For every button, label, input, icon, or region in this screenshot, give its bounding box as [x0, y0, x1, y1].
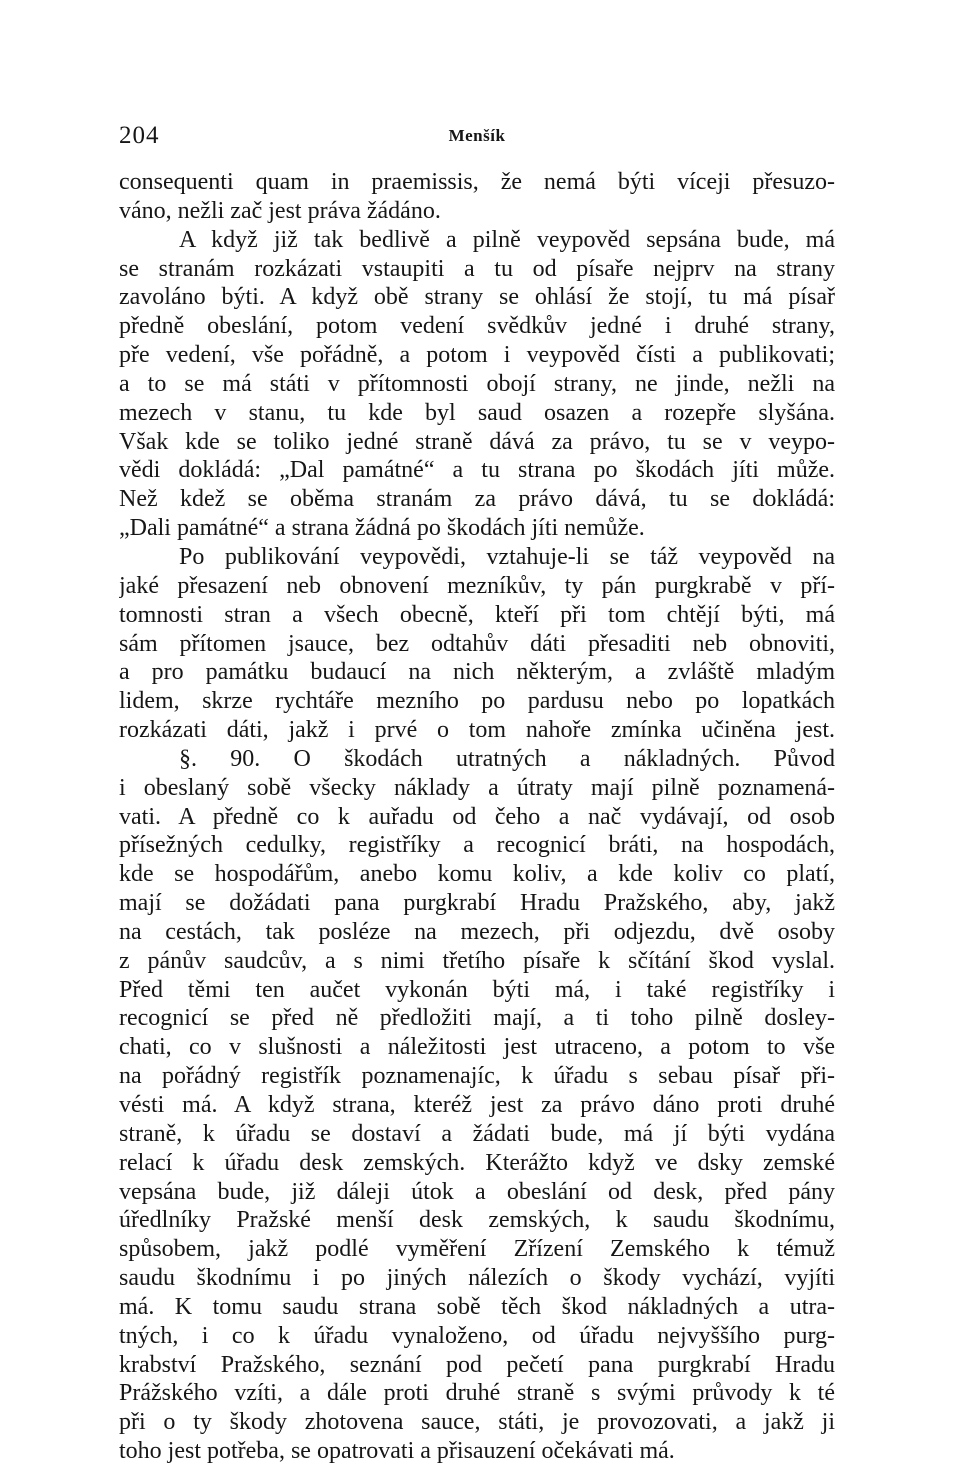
text-line: Po publikování veypovědi, vztahuje-li se táž veypověd na	[179, 543, 835, 570]
text-line: mají se dožádati pana purgkrabí Hradu Pražského, aby, jakž	[119, 890, 835, 917]
text-line: Než kdež se oběma stranám za právo dává, tu se dokládá:	[119, 486, 835, 513]
section-heading-line: §. 90. O škodách utratných a nákladných. Původ	[179, 745, 835, 772]
text-line: „Dali památné“ a strana žádná po škodách jíti nemůže.	[119, 515, 645, 542]
text-line: na cestách, tak posléze na mezech, při odjezdu, dvě osoby	[119, 918, 835, 945]
text-line: Však kde se toliko jedné straně dává za právo, tu se v veypo-	[119, 428, 835, 455]
text-line: sám přítomen jsauce, bez odtahův dáti přesaditi neb obnoviti,	[119, 630, 835, 657]
body-text	[119, 168, 835, 1466]
text-line: mezech v stanu, tu kde byl saud osazen a rozepře slyšána.	[119, 399, 835, 426]
text-line: lidem, skrze rychtáře mezního po pardusu nebo po lopatkách	[119, 688, 835, 715]
text-line: jaké přesazení neb obnovení mezníkův, ty pán purgkrabě v pří-	[119, 572, 835, 599]
text-line: tných, i co k úřadu vynaloženo, od úřadu nejvyššího purg-	[119, 1322, 835, 1349]
text-line: zavoláno býti. A když obě strany se ohlásí že stojí, tu má písař	[119, 284, 835, 311]
text-line: consequenti quam in praemissis, že nemá býti víceji přesuzo-	[119, 169, 835, 195]
text-line: má. K tomu saudu strana sobě těch škod nákladných a utra-	[119, 1293, 835, 1320]
text-line: vepsána bude, již dáleji útok a obeslání od desk, před pány	[119, 1178, 835, 1205]
text-line: Prážského vzíti, a dále proti druhé straně s svými průvody k té	[119, 1380, 835, 1407]
text-line: relací k úřadu desk zemských. Kterážto když ve dsky zemské	[119, 1149, 835, 1176]
text-line: a to se má státi v přítomnosti obojí strany, ne jinde, nežli na	[119, 370, 835, 397]
page-number: 204	[119, 122, 160, 149]
text-line: spůsobem, jakž podlé vyměření Zřízení Zemského k témuž	[119, 1236, 835, 1263]
text-line: A když již tak bedlivě a pilně veypověd sepsána bude, má	[179, 226, 835, 253]
text-line: na pořádný registřík poznamenajíc, k úřadu s sebau písař při-	[119, 1063, 835, 1090]
text-line: pře vedení, vše pořádně, a potom i veypověd čísti a publikovati;	[119, 342, 835, 369]
text-line: kde se hospodářům, anebo komu koliv, a kde koliv co platí,	[119, 861, 835, 888]
text-line: recognicí se před ně předložiti mají, a ti toho pilně dosley-	[119, 1005, 835, 1032]
text-line: vésti má. A když strana, kteréž jest za právo dáno proti druhé	[119, 1092, 835, 1118]
text-line: Před těmi ten aučet vykonán býti má, i také registříky i	[119, 976, 835, 1003]
text-line: krabství Pražského, seznání pod pečetí pana purgkrabí Hradu	[119, 1351, 835, 1378]
text-line: a pro památku budaucí na nich některým, a zvláště mladým	[119, 659, 835, 686]
text-line: vati. A předně co k auřadu od čeho a nač vydávají, od osob	[119, 803, 835, 830]
text-line: saudu škodnímu i po jiných nálezích o škody vychází, vyjíti	[119, 1265, 835, 1292]
text-line: se stranám rozkázati vstaupiti a tu od písaře nejprv na strany	[119, 255, 835, 282]
text-line: straně, k úřadu se dostaví a žádati bude, má jí býti vydána	[119, 1120, 835, 1147]
text-line: předně obeslání, potom vedení svědkův jedné i druhé strany,	[119, 313, 835, 340]
text-line: tomnosti stran a všech obecně, kteří při tom chtějí býti, má	[119, 601, 835, 628]
text-line: i obeslaný sobě všecky náklady a útraty mají pilně poznamená-	[119, 774, 835, 801]
text-line: přísežných cedulky, registříky a recognicí bráti, na hospodách,	[119, 832, 835, 859]
text-line: při o ty škody zhotovena sauce, státi, je provozovati, a jakž ji	[119, 1409, 835, 1436]
running-title: Menšík	[448, 126, 506, 145]
text-line: z pánův saudcův, a s nimi třetího písaře k sčítání škod vyslal.	[119, 947, 835, 974]
text-line: chati, co v slušnosti a náležitosti jest utraceno, a potom to vše	[119, 1034, 835, 1061]
document-page	[119, 122, 835, 1466]
text-line: vědi dokládá: „Dal památné“ a tu strana po škodách jíti může.	[119, 457, 835, 484]
text-line: rozkázati dáti, jakž i prvé o tom nahoře zmínka učiněna jest.	[119, 717, 835, 744]
text-line: toho jest potřeba, se opatrovati a přisauzení očekávati má.	[119, 1438, 675, 1465]
text-line: váno, nežli zač jest práva žádáno.	[119, 197, 441, 224]
text-line: úředlníky Pražské menší desk zemských, k saudu škodnímu,	[119, 1207, 835, 1234]
running-head	[119, 122, 835, 162]
